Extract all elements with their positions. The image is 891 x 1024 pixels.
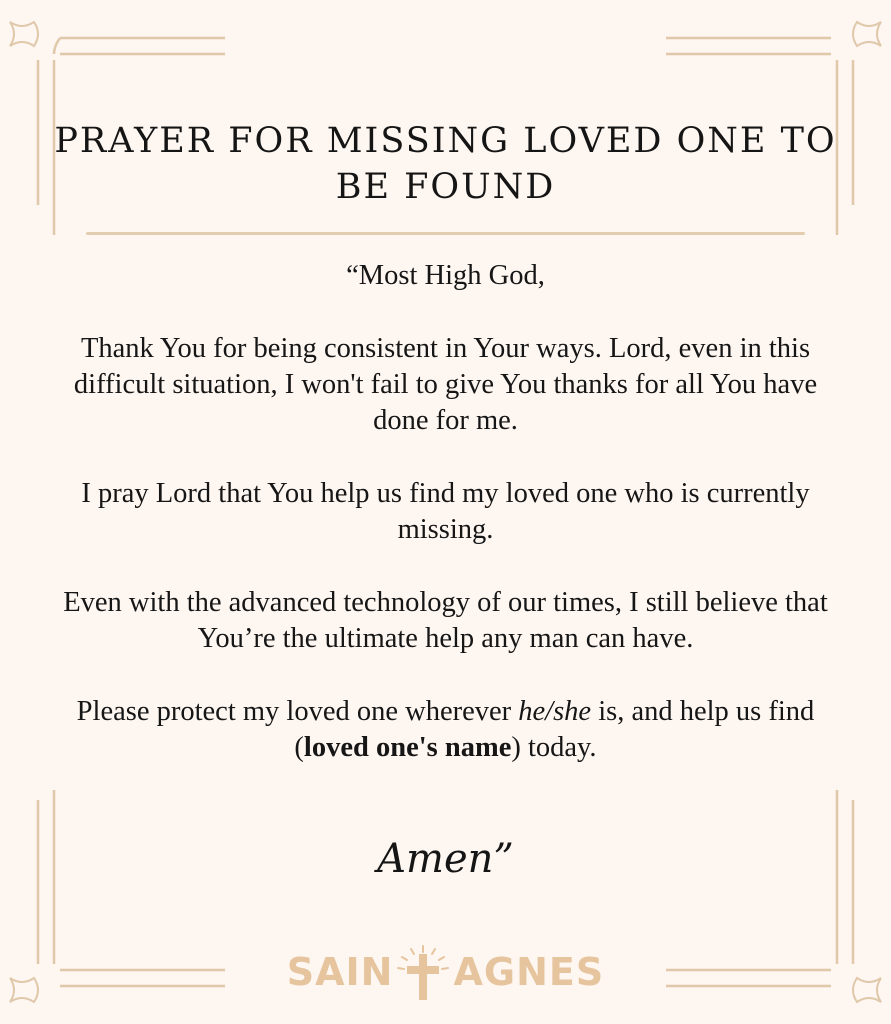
prayer-salutation: “Most High God, <box>346 260 545 291</box>
title-divider <box>86 232 805 235</box>
cross-with-rays-icon <box>395 942 451 1002</box>
page-title: PRAYER FOR MISSING LOVED ONE TO BE FOUND <box>54 121 837 207</box>
brand-logo <box>270 942 621 1002</box>
p4-text-end: ) today. <box>511 732 597 763</box>
p4-text-mid: is, and help us find ( <box>294 696 815 763</box>
p4-pronoun: he/she <box>518 696 592 727</box>
p4-loved-one-name: loved one's name <box>303 732 512 763</box>
corner-ornament-bottom-right <box>666 790 881 1002</box>
prayer-closing: Amen” <box>377 836 514 882</box>
prayer-paragraph-3: Even with the advanced technology of our times, I still believe that You’re the ultimate help any man can have. <box>63 587 828 654</box>
prayer-paragraph-1: Thank You for being consistent in Your ways. Lord, even in this difficult situation, I won't fail to give You thanks for all You have done for me. <box>73 333 818 436</box>
prayer-paragraph-4 <box>60 694 831 766</box>
logo-text-left: SAIN <box>286 950 394 994</box>
p4-text-start: Please protect my loved one wherever <box>76 696 519 727</box>
prayer-paragraph-2: I pray Lord that You help us find my loved one who is currently missing. <box>81 478 810 545</box>
logo-text-right: AGNES <box>453 950 605 994</box>
corner-ornament-bottom-left <box>10 790 225 1002</box>
